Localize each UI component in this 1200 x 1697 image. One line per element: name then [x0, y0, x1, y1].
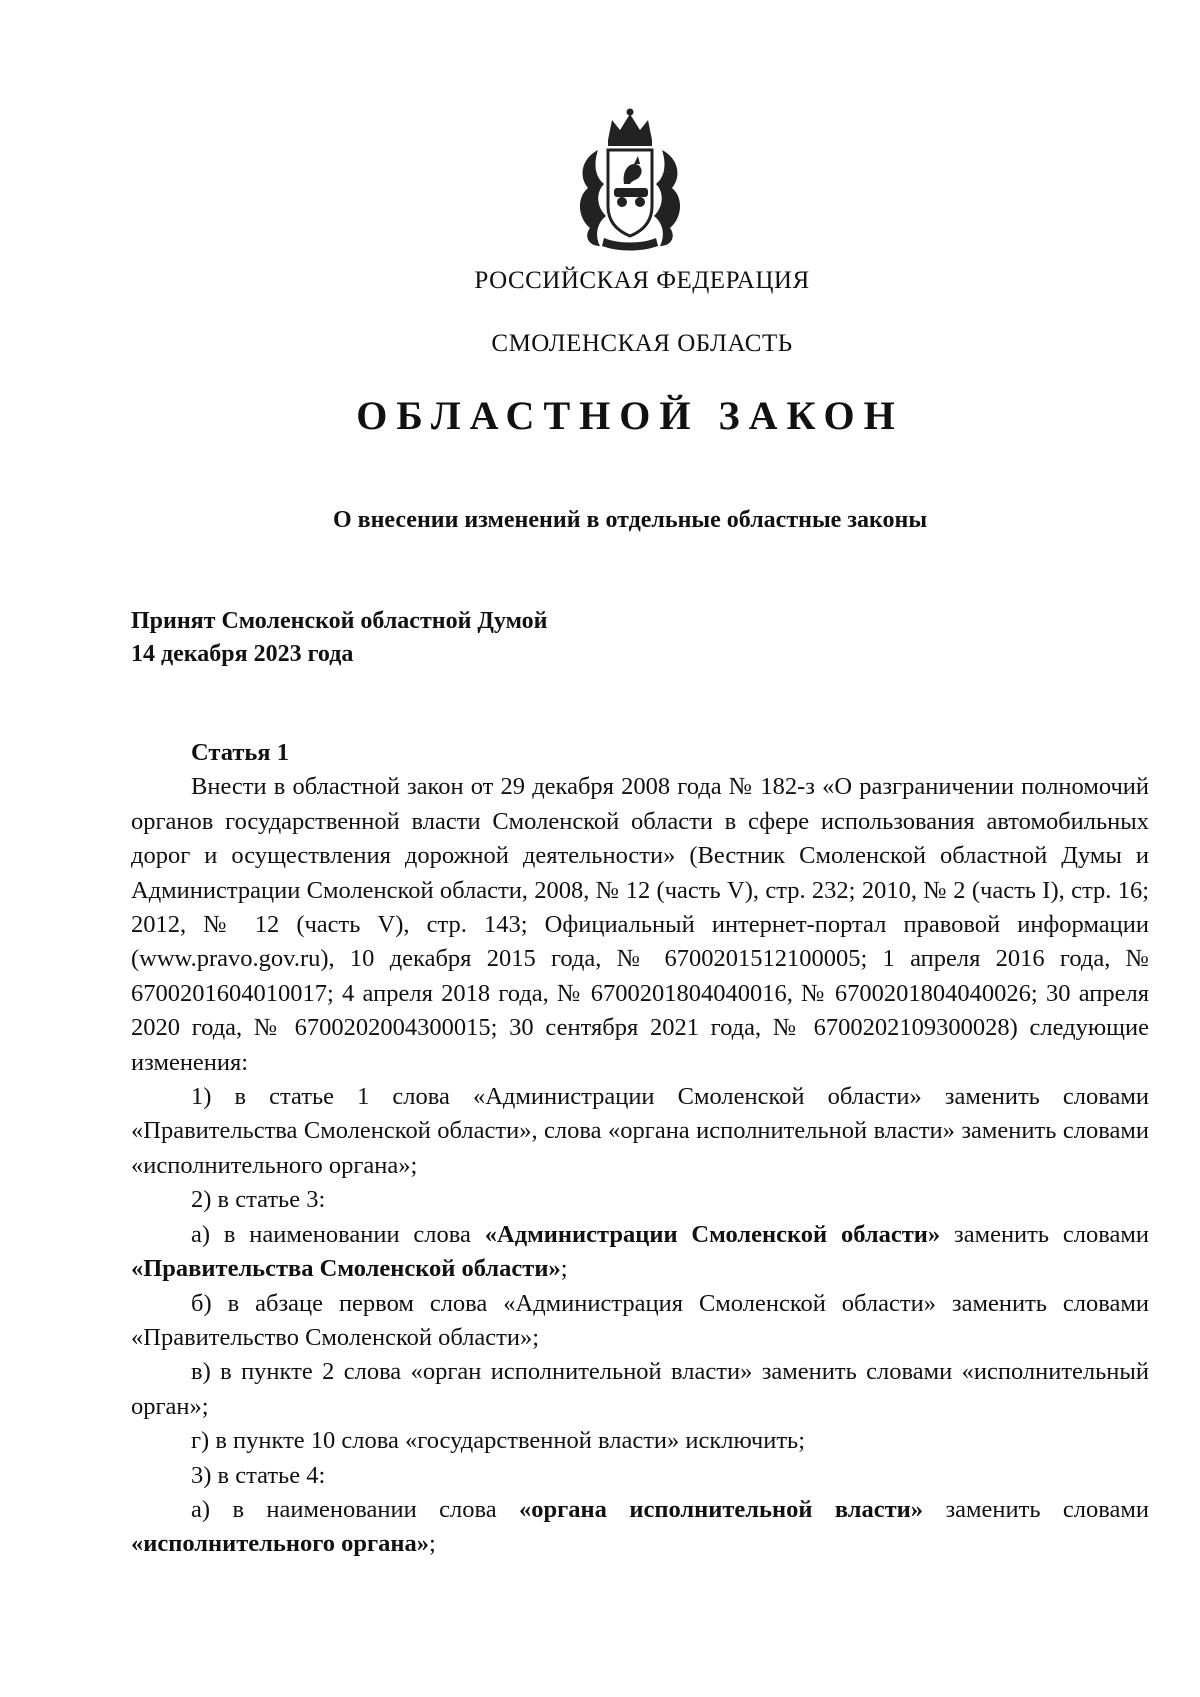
- amendment-item-2a: [131, 1218, 1149, 1287]
- amendment-item-2b: б) в абзаце первом слова «Администрация Смоленской области» заменить словами «Правительство Смоленской области»;: [131, 1289, 1149, 1351]
- item-3a-prefix: а) в наименовании слова: [191, 1495, 520, 1523]
- adoption-body: Принят Смоленской областной Думой: [131, 608, 548, 634]
- amendment-item-2v: в) в пункте 2 слова «орган исполнительной власти» заменить словами «исполнительный орган»;: [131, 1358, 1149, 1420]
- adoption-date: 14 декабря 2023 года: [131, 641, 354, 667]
- item-3a-old-words: «органа исполнительной власти»: [519, 1495, 924, 1523]
- country-name: РОССИЙСКАЯ ФЕДЕРАЦИЯ: [474, 267, 810, 294]
- amendment-item-3a: [131, 1493, 1149, 1562]
- article-intro-paragraph: Внести в областной закон от 29 декабря 2008 года № 182-з «О разграничении полномочий органов государственной власти Смоленской области в сфере использования автомобильных дорог и осуществления дорожной деятельности» (Вестник Смоленской областной Думы и Администрации Смоленской области, 2008, № 12 (часть V), стр. 232; 2010, № 2 (часть I), стр. 16; 2012, № 12 (часть V), стр. 143; Официальный интернет-портал правовой информации (www.pravo.gov.ru), 10 декабря 2015 года, № 6700201512100005; 1 апреля 2016 года, № 6700201604010017; 4 апреля 2018 года, № 6700201804040016, № 6700201804040026; 30 апреля 2020 года, № 6700202004300015; 30 сентября 2021 года, № 6700202109300028) следующие изменения:: [131, 773, 1149, 1076]
- item-2a-new-words: «Правительства Смоленской области»: [131, 1255, 561, 1283]
- law-title: О внесении изменений в отдельные областные законы: [332, 507, 928, 533]
- article-body: [131, 736, 1149, 1562]
- item-3a-new-words: «исполнительного органа»: [131, 1530, 429, 1558]
- item-2a-end: ;: [560, 1255, 568, 1283]
- amendment-item-2g: г) в пункте 10 слова «государственной власти» исключить;: [191, 1427, 806, 1455]
- region-name: СМОЛЕНСКАЯ ОБЛАСТЬ: [491, 330, 793, 357]
- article-heading: Статья 1: [191, 739, 289, 766]
- document-type: ОБЛАСТНОЙ ЗАКОН: [356, 393, 904, 438]
- amendment-item-2: 2) в статье 3:: [191, 1186, 326, 1214]
- amendment-item-3: 3) в статье 4:: [191, 1461, 326, 1489]
- item-2a-middle: заменить словами: [940, 1220, 1149, 1248]
- item-3a-end: ;: [429, 1530, 436, 1558]
- coat-of-arms-icon: [568, 106, 692, 254]
- item-2a-old-words: «Администрации Смоленской области»: [484, 1220, 941, 1248]
- adoption-block: [131, 605, 547, 671]
- item-2a-prefix: а) в наименовании слова: [191, 1220, 485, 1248]
- amendment-item-1: 1) в статье 1 слова «Администрации Смоленской области» заменить словами «Правительства Смоленской области», слова «органа исполнительной власти» заменить словами «исполнительного органа»;: [131, 1083, 1149, 1179]
- item-3a-middle: заменить словами: [923, 1495, 1150, 1523]
